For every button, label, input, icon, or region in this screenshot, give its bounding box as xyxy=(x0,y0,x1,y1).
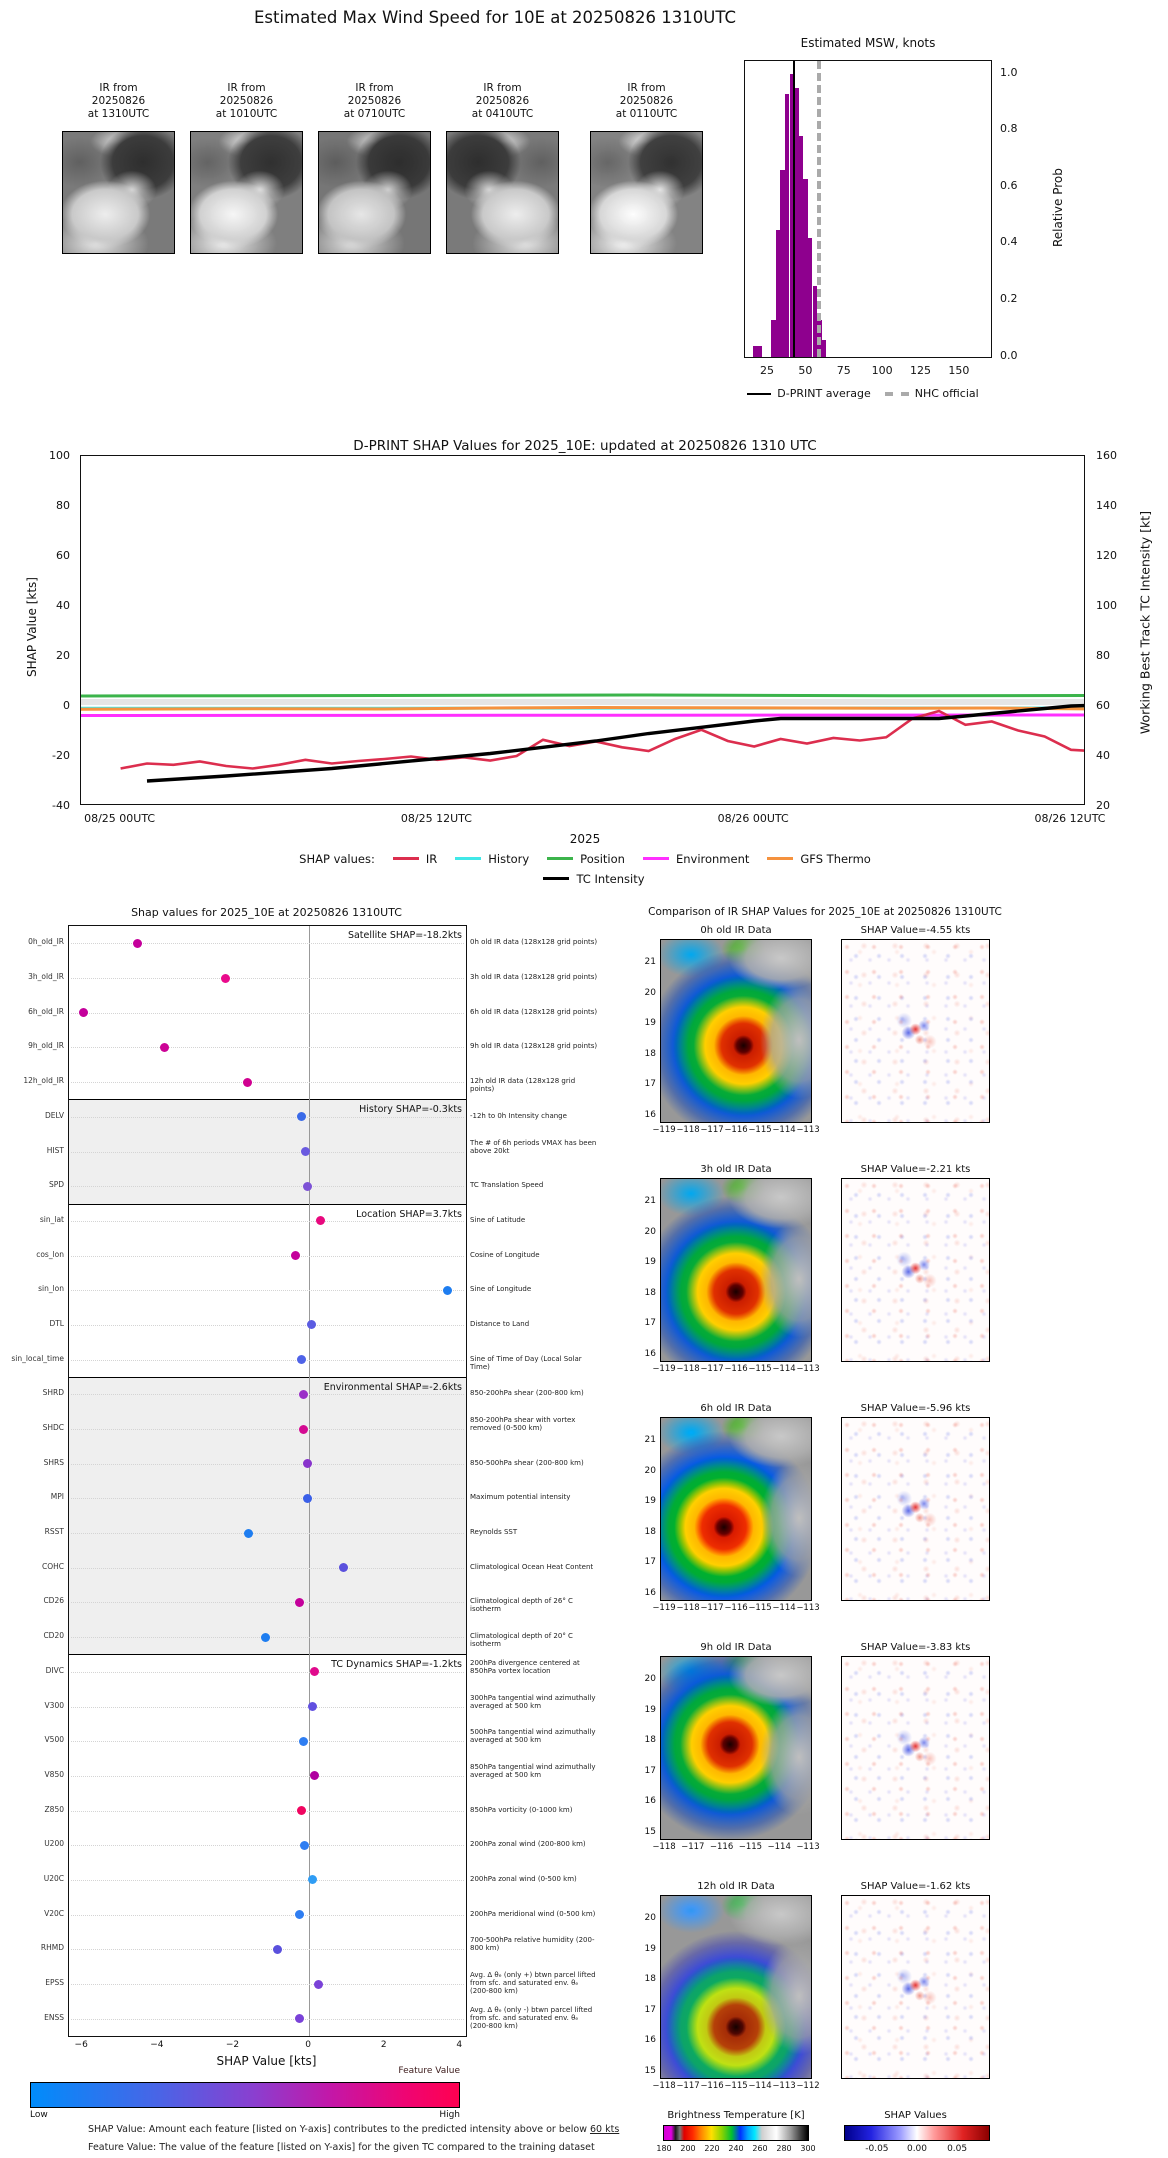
dotplot-row-label: MPI xyxy=(50,1492,64,1502)
comparison-y-tick: 17 xyxy=(644,1318,656,1328)
comparison-ir-title: 3h old IR Data xyxy=(700,1164,772,1175)
dotplot-row-label: SHRD xyxy=(42,1388,64,1398)
timeseries-lines xyxy=(81,456,1085,805)
comparison-y-tick: 16 xyxy=(644,1587,656,1598)
comparison-shap-map xyxy=(841,1178,990,1362)
timeseries-right-tick: 140 xyxy=(1096,499,1117,512)
legend-prefix: SHAP values: xyxy=(299,852,375,866)
comparison-ir-title: 12h old IR Data xyxy=(697,1881,775,1892)
comparison-x-tick: −116 xyxy=(724,1364,748,1374)
legend-label: Position xyxy=(580,852,625,866)
ir-thumb-line3: at 1010UTC xyxy=(215,108,278,121)
ir-thumb-line1: IR from xyxy=(227,82,266,94)
timeseries-right-tick: 120 xyxy=(1096,549,1117,562)
comparison-ir-image xyxy=(660,1417,812,1601)
comparison-x-tick: −119 xyxy=(652,1603,676,1613)
ir-thumb-line3: at 0110UTC xyxy=(615,108,678,121)
comparison-x-tick: −116 xyxy=(709,1842,734,1852)
bt-tick: 280 xyxy=(776,2144,792,2153)
dotplot-row-label: DIVC xyxy=(45,1665,64,1675)
dotplot-row-label: CD20 xyxy=(43,1631,64,1641)
comparison-x-tick: −118 xyxy=(676,1125,700,1135)
dotplot-row-desc: 300hPa tangential wind azimuthally averaged at 500 km xyxy=(470,1693,596,1710)
dotplot-row-desc: Sine of Longitude xyxy=(470,1285,532,1294)
ir-thumb-block xyxy=(62,82,175,254)
comparison-x-tick: −113 xyxy=(772,2081,796,2091)
dotplot-row-label: sin_lat xyxy=(39,1214,64,1224)
legend-label: History xyxy=(488,852,530,866)
histogram-x-axis xyxy=(0,364,1168,378)
dotplot-row-desc: Reynolds SST xyxy=(470,1528,518,1536)
timeseries-left-axis xyxy=(40,449,74,819)
comparison-y-tick: 18 xyxy=(644,1526,656,1537)
dotplot-descriptions xyxy=(0,925,600,2035)
ir-thumbnail-image xyxy=(190,131,303,254)
dotplot-row-label: U200 xyxy=(44,1839,64,1849)
comparison-ir-image xyxy=(660,1178,812,1362)
comparison-x-tick: −114 xyxy=(772,1364,796,1374)
histogram-y-tick: 0.6 xyxy=(1000,178,1018,192)
comparison-x-tick: −117 xyxy=(676,2081,700,2091)
histogram-x-tick: 125 xyxy=(910,364,931,377)
ir-thumb-line3: at 0410UTC xyxy=(471,108,534,121)
comparison-ir-image xyxy=(660,939,812,1123)
feature-value-colorbar xyxy=(30,2082,460,2108)
comparison-y-tick: 18 xyxy=(644,1735,656,1745)
dotplot-row-label: SHRS xyxy=(43,1457,64,1467)
dotplot-row-desc: 12h old IR data (128x128 grid points) xyxy=(470,1077,576,1094)
legend-label: IR xyxy=(425,852,438,866)
comparison-x-tick: −119 xyxy=(652,1125,676,1135)
timeseries-legend-row1 xyxy=(0,852,1168,866)
dotplot-row-label: 9h_old_IR xyxy=(28,1041,64,1051)
timeseries-right-axis xyxy=(1092,449,1126,819)
bt-tick: 200 xyxy=(680,2144,696,2153)
shap-cb-tick: 0.00 xyxy=(906,2144,928,2154)
dotplot-row-label: COHC xyxy=(41,1561,64,1571)
shap-cb-tick: -0.05 xyxy=(865,2144,889,2154)
comparison-y-tick: 17 xyxy=(644,1557,656,1567)
comparison-x-tick: −113 xyxy=(796,1364,820,1374)
dotplot-row-desc: 850-200hPa shear with vortex removed (0-500 km) xyxy=(470,1416,576,1433)
dotplot-x-label: SHAP Value [kts] xyxy=(216,2054,317,2068)
comparison-y-tick: 20 xyxy=(644,1226,656,1237)
timeseries-left-tick: 60 xyxy=(56,549,70,562)
ir-thumb-line1: IR from xyxy=(99,82,138,94)
comparison-x-tick: −118 xyxy=(676,1603,700,1613)
dotplot-row-label: Z850 xyxy=(44,1804,64,1814)
legend-swatch-tc-intensity xyxy=(543,877,569,880)
comparison-x-tick: −119 xyxy=(652,1364,676,1374)
comparison-ir-title: 9h old IR Data xyxy=(700,1642,772,1653)
comparison-ir-image xyxy=(660,1656,812,1840)
timeseries-x-axis xyxy=(0,812,1168,826)
dotplot-row-desc: 3h old IR data (128x128 grid points) xyxy=(470,973,598,981)
ir-thumb-block xyxy=(190,82,303,254)
comparison-x-tick: −118 xyxy=(652,1842,676,1852)
dotplot-row-label: EPSS xyxy=(45,1978,64,1987)
comparison-x-tick: −114 xyxy=(772,1603,796,1613)
dprint-average-label: D-PRINT average xyxy=(777,387,871,400)
ir-thumb-line2: 20250826 xyxy=(347,95,402,108)
comparison-y-tick: 16 xyxy=(644,1109,656,1120)
histogram-y-label: Relative Prob xyxy=(1051,168,1065,247)
histogram-x-tick: 25 xyxy=(760,364,774,377)
comparison-shap-title: SHAP Value=-1.62 kts xyxy=(860,1881,971,1892)
comparison-ir-image xyxy=(660,1895,812,2079)
dotplot-row-desc: The # of 6h periods VMAX has been above 20kt xyxy=(470,1138,597,1155)
shap-timeseries-plot xyxy=(80,455,1085,805)
page-title: Estimated Max Wind Speed for 10E at 20250826 1310UTC xyxy=(254,8,736,27)
comparison-x-tick: −113 xyxy=(796,1125,820,1135)
comparison-shap-title: SHAP Value=-3.83 kts xyxy=(860,1642,971,1653)
dotplot-row-label: V300 xyxy=(44,1700,64,1710)
comparison-y-tick: 20 xyxy=(644,987,656,998)
dotplot-row-desc: 9h old IR data (128x128 grid points) xyxy=(470,1042,598,1051)
shap-values-colorbar xyxy=(844,2125,990,2141)
ir-thumb-block xyxy=(318,82,431,254)
histogram-bar xyxy=(757,346,762,357)
comparison-x-tick: −113 xyxy=(796,1603,820,1613)
dotplot-row-desc: Maximum potential intensity xyxy=(470,1493,571,1502)
colorbar-high-label: High xyxy=(439,2110,460,2120)
ir-thumb-label xyxy=(446,82,559,121)
histogram-y-tick: 0.2 xyxy=(1000,292,1018,305)
comparison-x-tick: −116 xyxy=(724,1603,748,1613)
dotplot-x-axis xyxy=(0,2040,600,2052)
histogram-x-tick: 150 xyxy=(948,364,970,377)
comparison-x-tick: −117 xyxy=(681,1842,705,1852)
comparison-shap-map xyxy=(841,1656,990,1840)
dotplot-row-label: RSST xyxy=(44,1527,64,1536)
timeseries-x-tick: 08/25 12UTC xyxy=(400,812,472,825)
comparison-y-tick: 15 xyxy=(644,2065,656,2076)
dotplot-row-desc: 500hPa tangential wind azimuthally averaged at 500 km xyxy=(470,1728,596,1745)
dotplot-row-label: V20C xyxy=(44,1908,64,1918)
dprint-average-swatch xyxy=(747,393,771,395)
dotplot-row-label: 12h_old_IR xyxy=(23,1076,64,1086)
timeseries-left-label: SHAP Value [kts] xyxy=(25,577,39,677)
dotplot-section-label: History SHAP=-0.3kts xyxy=(359,1104,462,1116)
dotplot-row-label: V850 xyxy=(44,1769,64,1779)
legend-swatch-position xyxy=(547,857,573,860)
comparison-x-tick: −117 xyxy=(700,1125,724,1135)
dotplot-row-label: DELV xyxy=(45,1110,64,1120)
bt-tick: 260 xyxy=(752,2144,768,2153)
comparison-y-tick: 17 xyxy=(644,1765,656,1776)
bt-tick: 220 xyxy=(704,2144,720,2153)
dotplot-row-desc: Sine of Latitude xyxy=(470,1215,526,1224)
comparison-shap-map xyxy=(841,939,990,1123)
ir-thumb-line2: 20250826 xyxy=(219,95,274,108)
dotplot-section-label: TC Dynamics SHAP=-1.2kts xyxy=(331,1659,462,1671)
timeseries-right-label: Working Best Track TC Intensity [kt] xyxy=(1137,510,1153,735)
comparison-x-tick: −114 xyxy=(748,2081,772,2091)
ir-thumbnail-image xyxy=(62,131,175,254)
histogram-title: Estimated MSW, knots xyxy=(800,36,936,50)
comparison-shap-title: SHAP Value=-2.21 kts xyxy=(860,1164,971,1175)
timeseries-right-tick: 80 xyxy=(1096,649,1110,662)
timeseries-x-tick: 08/25 00UTC xyxy=(84,812,156,825)
comparison-x-tick: −116 xyxy=(700,2081,724,2091)
dotplot-x-tick: −6 xyxy=(74,2040,88,2050)
dotplot-row-label: 6h_old_IR xyxy=(28,1006,64,1016)
brightness-temperature-colorbar xyxy=(663,2125,809,2141)
histogram-y-tick: 1.0 xyxy=(1000,65,1018,79)
comparison-x-tick: −116 xyxy=(724,1125,748,1135)
ir-thumb-line3: at 1310UTC xyxy=(87,108,150,121)
ir-thumb-block xyxy=(446,82,559,254)
comparison-y-tick: 18 xyxy=(644,1974,656,1984)
dotplot-row-desc: Climatological depth of 26° C isotherm xyxy=(470,1597,573,1614)
dotplot-row-desc: 850-500hPa shear (200-800 km) xyxy=(470,1458,584,1467)
comparison-x-tick: −115 xyxy=(748,1364,772,1374)
comparison-x-tick: −118 xyxy=(652,2081,676,2091)
dotplot-row-label: ENSS xyxy=(44,2012,64,2022)
dotplot-row-label: RHMD xyxy=(40,1943,64,1953)
nhc-official-line xyxy=(817,61,821,357)
comparison-y-tick: 15 xyxy=(644,1826,656,1837)
comparison-y-tick: 20 xyxy=(644,1465,656,1476)
dotplot-row-desc: 850hPa vorticity (0-1000 km) xyxy=(470,1805,573,1814)
dotplot-row-desc: 700-500hPa relative humidity (200-800 km) xyxy=(470,1936,595,1953)
timeseries-left-tick: 100 xyxy=(49,449,70,462)
comparison-y-tick: 20 xyxy=(644,1674,656,1684)
dotplot-x-tick: 0 xyxy=(305,2040,311,2050)
comparison-shap-map xyxy=(841,1417,990,1601)
comparison-x-tick: −114 xyxy=(772,1125,796,1135)
dotplot-row-desc: 200hPa zonal wind (200-800 km) xyxy=(470,1840,586,1849)
ir-thumb-line1: IR from xyxy=(355,82,394,94)
timeseries-right-tick: 60 xyxy=(1096,699,1110,712)
legend-swatch-ir xyxy=(393,857,419,860)
comparison-y-tick: 16 xyxy=(644,1796,656,1806)
histogram-y-axis xyxy=(996,60,1026,362)
ir-thumb-line1: IR from xyxy=(483,82,522,94)
comparison-x-tick: −115 xyxy=(748,1603,772,1613)
dotplot-section-label: Satellite SHAP=-18.2kts xyxy=(347,930,462,941)
comparison-x-tick: −118 xyxy=(676,1364,700,1374)
dotplot-x-tick: 4 xyxy=(456,2040,463,2050)
legend-label: GFS Thermo xyxy=(800,852,871,866)
timeseries-x-tick: 08/26 00UTC xyxy=(717,812,789,825)
feature-value-colorbar-title: Feature Value xyxy=(398,2066,460,2076)
histogram-bar xyxy=(822,340,827,357)
dotplot-row-label: SHDC xyxy=(42,1423,64,1432)
dotplot-row-label: HIST xyxy=(46,1145,64,1155)
comparison-y-tick: 16 xyxy=(644,2035,656,2045)
histogram-y-tick: 0.4 xyxy=(1000,235,1018,249)
dotplot-row-desc: 850hPa tangential wind azimuthally averaged at 500 km xyxy=(470,1762,596,1779)
histogram-x-tick: 100 xyxy=(871,364,893,377)
comparison-x-tick: −117 xyxy=(700,1603,724,1613)
dotplot-row-label: cos_lon xyxy=(36,1249,64,1259)
ir-thumb-block xyxy=(590,82,703,254)
dotplot-row-desc: Climatological depth of 20° C isotherm xyxy=(470,1632,573,1649)
comparison-x-tick: −115 xyxy=(738,1842,763,1852)
comparison-y-tick: 19 xyxy=(644,1018,656,1028)
comparison-x-tick: −117 xyxy=(700,1364,724,1374)
timeseries-left-tick: 40 xyxy=(56,599,70,612)
dotplot-row-label: sin_lon xyxy=(38,1284,64,1294)
bt-tick: 300 xyxy=(800,2144,816,2153)
ir-thumb-line3: at 0710UTC xyxy=(343,108,406,121)
comparison-x-tick: −114 xyxy=(767,1842,791,1852)
colorbar-low-label: Low xyxy=(30,2110,48,2120)
ir-thumb-label xyxy=(62,82,175,121)
histogram-y-tick: 0.8 xyxy=(1000,122,1018,136)
ir-thumb-line2: 20250826 xyxy=(475,95,530,108)
dotplot-row-label: CD26 xyxy=(43,1596,64,1606)
comparison-x-tick: −112 xyxy=(796,2081,820,2091)
dotplot-row-desc: Avg. Δ θₑ (only -) btwn parcel lifted from sfc. and saturated env. θₑ (200-800 km) xyxy=(470,2005,593,2030)
comparison-y-tick: 20 xyxy=(644,1913,656,1923)
dotplot-row-label: sin_local_time xyxy=(11,1353,64,1363)
comparison-y-tick: 17 xyxy=(644,2004,656,2015)
shap-colorbar-title: SHAP Values xyxy=(884,2110,947,2121)
comparison-y-tick: 17 xyxy=(644,1079,656,1089)
series-position xyxy=(81,695,1085,696)
dotplot-row-label: V500 xyxy=(44,1735,64,1745)
timeseries-title: D-PRINT SHAP Values for 2025_10E: updated at 20250826 1310 UTC xyxy=(353,438,817,454)
comparison-y-tick: 16 xyxy=(644,1348,656,1359)
dotplot-row-desc: Cosine of Longitude xyxy=(470,1250,540,1259)
series-environment xyxy=(81,715,1085,716)
dotplot-row-desc: TC Translation Speed xyxy=(470,1181,544,1190)
ir-thumb-label xyxy=(590,82,703,121)
timeseries-x-tick: 08/26 12UTC xyxy=(1034,812,1106,825)
dotplot-row-desc: 850-200hPa shear (200-800 km) xyxy=(470,1389,584,1398)
ir-thumb-line1: IR from xyxy=(627,82,666,94)
comparison-x-tick: −115 xyxy=(724,2081,748,2091)
comparison-ir-title: 0h old IR Data xyxy=(700,925,772,936)
legend-label: Environment xyxy=(675,852,750,866)
comparison-ir-title: 6h old IR Data xyxy=(700,1403,772,1414)
shap-cb-tick: 0.05 xyxy=(947,2144,968,2154)
timeseries-left-tick: 20 xyxy=(56,649,70,662)
comparison-y-tick: 19 xyxy=(644,1943,656,1954)
series-gfs-thermo xyxy=(81,708,1085,710)
legend-swatch-environment xyxy=(643,857,669,860)
comparison-x-tick: −115 xyxy=(748,1125,772,1135)
timeseries-left-tick: 80 xyxy=(56,499,70,512)
footnote-feature-value: Feature Value: The value of the feature [listed on Y-axis] for the given TC compared to the training dataset xyxy=(88,2142,595,2153)
ir-thumbnail-image xyxy=(318,131,431,254)
ir-thumb-line2: 20250826 xyxy=(619,95,674,108)
dotplot-row-desc: Sine of Time of Day (Local Solar Time) xyxy=(470,1354,582,1371)
comparison-x-tick: −113 xyxy=(796,1842,820,1852)
dotplot-row-desc: -12h to 0h Intensity change xyxy=(470,1111,567,1120)
ir-thumbnail-image xyxy=(590,131,703,254)
comparison-shap-title: SHAP Value=-5.96 kts xyxy=(860,1403,971,1414)
ir-thumb-label xyxy=(190,82,303,121)
dotplot-section-label: Environmental SHAP=-2.6kts xyxy=(323,1381,462,1393)
comparison-y-tick: 19 xyxy=(644,1496,656,1506)
footnote-shap-text: SHAP Value: Amount each feature [listed on Y-axis] contributes to the predicted intensity above or below xyxy=(88,2124,590,2135)
dotplot-row-label: U20C xyxy=(43,1873,64,1883)
timeseries-left-tick: -40 xyxy=(52,799,70,812)
bt-tick: 180 xyxy=(656,2144,672,2153)
bt-colorbar-title: Brightness Temperature [K] xyxy=(667,2110,805,2121)
dotplot-row-desc: 0h old IR data (128x128 grid points) xyxy=(470,938,598,947)
comparison-y-tick: 21 xyxy=(644,957,656,967)
comparison-shap-map xyxy=(841,1895,990,2079)
dotplot-row-desc: Avg. Δ θₑ (only +) btwn parcel lifted from sfc. and saturated env. θₑ (200-800 km) xyxy=(470,1971,596,1996)
histogram-x-tick: 75 xyxy=(836,364,851,377)
timeseries-x-year: 2025 xyxy=(569,832,601,846)
dotplot-row-label: 0h_old_IR xyxy=(28,937,64,947)
dotplot-x-tick: 2 xyxy=(380,2040,387,2050)
timeseries-right-tick: 20 xyxy=(1096,799,1110,812)
legend-swatch-history xyxy=(455,857,481,860)
dotplot-x-tick: −4 xyxy=(150,2040,164,2050)
dotplot-row-label: 3h_old_IR xyxy=(28,972,64,981)
legend-label: TC Intensity xyxy=(576,872,645,886)
histogram-y-tick: 0.0 xyxy=(1000,348,1018,362)
comparison-y-tick: 18 xyxy=(644,1287,656,1298)
comparison-y-tick: 21 xyxy=(644,1435,656,1445)
dotplot-row-desc: Distance to Land xyxy=(470,1319,530,1328)
legend-swatch-gfs-thermo xyxy=(767,857,793,860)
dotplot-row-desc: 6h old IR data (128x128 grid points) xyxy=(470,1007,598,1016)
timeseries-right-tick: 40 xyxy=(1096,749,1110,762)
comparison-title: Comparison of IR SHAP Values for 2025_10E at 20250826 1310UTC xyxy=(648,906,1002,918)
timeseries-right-tick: 100 xyxy=(1096,599,1117,612)
dotplot-x-tick: −2 xyxy=(225,2040,240,2050)
comparison-shap-title: SHAP Value=-4.55 kts xyxy=(860,925,971,936)
comparison-y-tick: 18 xyxy=(644,1048,656,1059)
dotplot-row-desc: Climatological Ocean Heat Content xyxy=(470,1562,594,1571)
comparison-y-tick: 19 xyxy=(644,1704,656,1715)
nhc-official-swatch xyxy=(885,392,909,396)
comparison-y-tick: 19 xyxy=(644,1257,656,1267)
timeseries-legend-row2 xyxy=(0,872,1168,886)
dotplot-row-desc: 200hPa zonal wind (0-500 km) xyxy=(470,1874,577,1883)
msw-histogram xyxy=(744,60,992,358)
bt-tick: 240 xyxy=(728,2144,744,2153)
footnote-60kts: 60 kts xyxy=(589,2124,620,2135)
timeseries-left-tick: 0 xyxy=(63,699,70,712)
ir-thumb-line2: 20250826 xyxy=(91,95,146,108)
histogram-x-tick: 50 xyxy=(798,364,813,377)
timeseries-right-tick: 160 xyxy=(1096,449,1117,462)
histogram-legend xyxy=(620,383,1120,402)
dotplot-row-label: SPD xyxy=(48,1180,64,1190)
ir-thumbnail-image xyxy=(446,131,559,254)
timeseries-left-tick: -20 xyxy=(52,749,70,762)
dprint-average-line xyxy=(793,61,795,357)
ir-thumb-label xyxy=(318,82,431,121)
dotplot-row-desc: 200hPa divergence centered at 850hPa vortex location xyxy=(470,1658,580,1675)
nhc-official-label: NHC official xyxy=(914,387,979,400)
comparison-y-tick: 21 xyxy=(644,1196,656,1206)
dotplot-section-label: Location SHAP=3.7kts xyxy=(356,1208,462,1220)
dotplot-title: Shap values for 2025_10E at 20250826 1310UTC xyxy=(131,906,402,919)
footnote-shap-value xyxy=(88,2124,648,2135)
dotplot-row-desc: 200hPa meridional wind (0-500 km) xyxy=(470,1909,596,1918)
dotplot-row-label: DTL xyxy=(49,1318,64,1328)
